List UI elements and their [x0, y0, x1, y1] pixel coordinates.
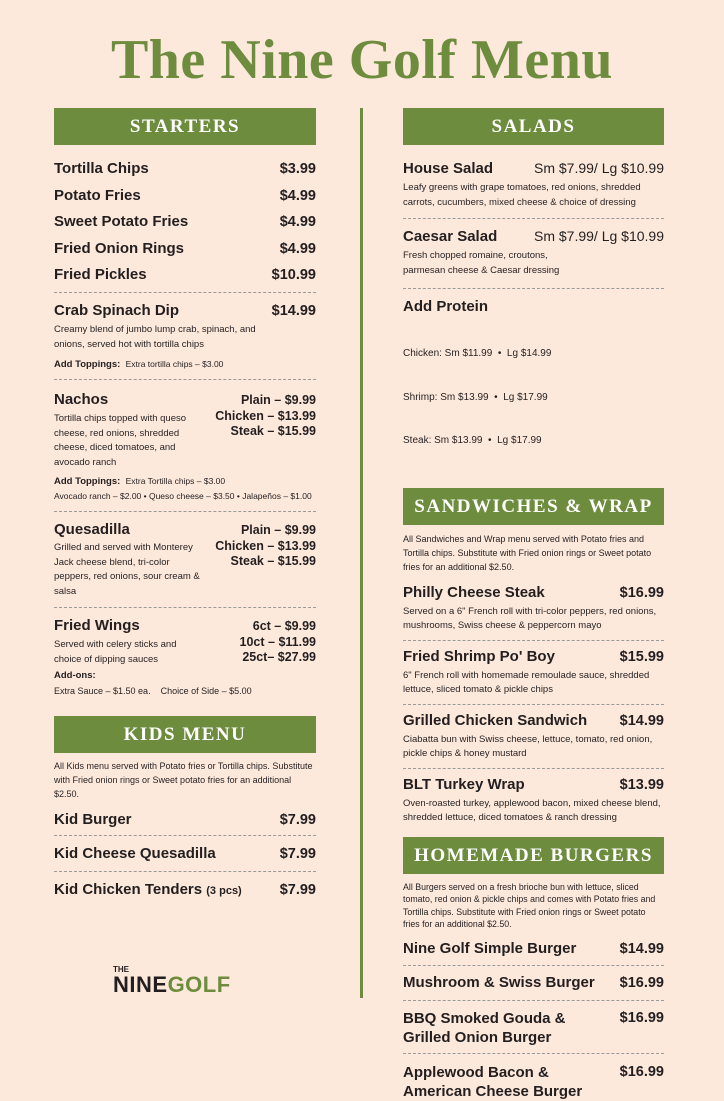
kids-menu-heading: KIDS MENU — [54, 716, 316, 753]
sandwiches-heading: SANDWICHES & WRAP — [403, 488, 664, 525]
divider-line — [403, 640, 664, 641]
list-item: Kid Cheese Quesadilla $7.99 — [54, 845, 316, 862]
add-protein: Add Protein Chicken: Sm $11.99 • Lg $14.99 Shrimp: Sm $13.99 • Lg $17.99 Steak: Sm $13.99 • Lg $17.99 — [403, 298, 552, 446]
divider-line — [403, 768, 664, 769]
list-item: Nine Golf Simple Burger $14.99 — [403, 939, 664, 957]
divider-line — [403, 288, 664, 289]
divider-line — [54, 379, 316, 380]
right-column: SALADS House Salad Sm $7.99/ Lg $10.99 Leafy greens with grape tomatoes, red onions, shredded carrots, cucumbers, mixed cheese & choice of dressing Caesar Salad Sm $7.99/ Lg $10.99 Fresh chopped romaine, croutons, parmesan cheese & Caesar dressing Add Protein Chicken: Sm $11.99 • Lg $14.99 Shrimp: Sm $13.99 • Lg $17.99 Steak: Sm $13.99 • Lg $17.99 SANDWICHES & WRAP All Sandwiches and Wrap menu served with Potato fries and Tortilla chips. Substitute with Fried onion rings or Sweet potato fries for an additional $2.50. Philly Cheese Steak $16.99 Served on a 6" French roll with tri-color peppers, red onions, mushrooms, Swiss cheese & peppercorn mayo Fried Shrimp Po' Boy $15.99 6" French roll with homemade remoulade sauce, shredded lettuce, sliced tomato & pickle chips Grilled Chicken Sandwich $14.99 Ciabatta bun with Swiss cheese, lettuce, tomato, red onion, pickle chips & honey mustard BLT Turkey Wrap $13.99 Oven-roasted turkey, applewood bacon, mixed cheese blend, shredded lettuce, diced tomatoes & ranch dressing HOMEMADE BURGERS All Burgers served on a fresh brioche bun with lettuce, sliced tomato, red onion & pickle chips and comes with Potato fries and Tortilla chips. Substitute with Fried onion rings or Sweet potato fries for an additional $2.50. Nine Golf Simple Burger $14.99 Mushroom & Swiss Burger $16.99 BBQ Smoked Gouda & Grilled Onion Burger $16.99 Applewood Bacon & American Cheese Burger $16.99 — [403, 108, 664, 1101]
starters-simple-list — [54, 160, 316, 288]
list-item: Kid Burger $7.99 — [54, 811, 316, 828]
philly-cheese-steak: Philly Cheese Steak $16.99 Served on a 6" French roll with tri-color peppers, red onions, mushrooms, Swiss cheese & peppercorn mayo — [403, 583, 664, 631]
salads-heading: SALADS — [403, 108, 664, 145]
list-item: Potato Fries $4.99 — [54, 186, 316, 204]
column-divider — [360, 108, 363, 998]
burgers-heading: HOMEMADE BURGERS — [403, 837, 664, 874]
list-item: Fried Pickles $10.99 — [54, 266, 316, 283]
menu-title: The Nine Golf Menu — [110, 29, 614, 91]
fried-shrimp-po-boy: Fried Shrimp Po' Boy $15.99 6" French roll with homemade remoulade sauce, shredded lettuce, sliced tomato & pickle chips — [403, 647, 664, 695]
list-item: Sweet Potato Fries $4.99 — [54, 213, 316, 230]
nine-golf-logo: THE NINEGOLF — [113, 965, 231, 997]
burgers-list — [403, 940, 664, 1101]
divider-line — [403, 218, 664, 219]
list-item: Applewood Bacon & American Cheese Burger $16.99 — [403, 1063, 664, 1100]
list-item: Fried Onion Rings $4.99 — [54, 239, 316, 257]
quesadilla: Quesadilla Grilled and served with Monterey Jack cheese blend, tri-color peppers, red onions, sour cream & salsa Plain – $9.99 Chicken – $13.99 Steak – $15.99 — [54, 521, 316, 597]
grilled-chicken-sandwich: Grilled Chicken Sandwich $14.99 Ciabatta bun with Swiss cheese, lettuce, tomato, red onion, pickle chips & honey mustard — [403, 711, 664, 759]
nachos: Nachos Tortilla chips topped with queso cheese, red onions, shredded cheese, diced tomatoes, and avocado ranch Plain – $9.99 Chicken – $13.99 Steak – $15.99 Add Toppings: Extra Tortilla chips – $3.00 Avocado ranch – $2.00 • Queso cheese – $3.50 • Jalapeños – $1.00 — [54, 391, 316, 501]
list-item: Mushroom & Swiss Burger $16.99 — [403, 974, 664, 991]
house-salad: House Salad Sm $7.99/ Lg $10.99 Leafy greens with grape tomatoes, red onions, shredded carrots, cucumbers, mixed cheese & choice of dressing — [403, 160, 664, 208]
list-item: Kid Chicken Tenders (3 pcs) $7.99 — [54, 881, 316, 898]
starters-heading: STARTERS — [54, 108, 316, 145]
divider-line — [54, 292, 316, 293]
crab-spinach-dip: Crab Spinach Dip $14.99 Creamy blend of jumbo lump crab, spinach, and onions, served hot with tortilla chips Add Toppings: Extra tortilla chips – $3.00 — [54, 302, 316, 370]
left-column: STARTERS Tortilla Chips $3.99 Potato Fries $4.99 Sweet Potato Fries $4.99 Fried Onion Rings $4.99 Fried Pickles $10.99 Crab Spinach Dip $14.99 Creamy blend of jumbo lump crab, spinach, and onions, served hot with tortilla chips Add Toppings: Extra tortilla chips – $3.00 Nachos Tortilla chips topped with queso cheese, red onions, shredded cheese, diced tomatoes, and avocado ranch Plain – $9.99 Chicken – $13.99 Steak – $15.99 Add Toppings: Extra Tortilla chips – $3.00 Avocado ranch – $2.00 • Queso cheese – $3.50 • Jalapeños – $1.00 Quesadilla Grilled and served with Monterey Jack cheese blend, tri-color peppers, red onions, sour cream & salsa Plain – $9.99 Chicken – $13.99 Steak – $15.99 Fried Wings Served with celery sticks and choice of dipping sauces 6ct – $9.99 10ct – $11.99 25ct– $27.99 Add-ons: Extra Sauce – $1.50 ea. Choice of Side – $5.00 KIDS MENU All Kids menu served with Potato fries or Tortilla chips. Substitute with Fried onion rings or Sweet potato fries for an additional $2.50. Kid Burger $7.99 Kid Cheese Quesadilla $7.99 Kid Chicken Tenders (3 pcs) $7.99 — [54, 108, 316, 907]
caesar-salad: Caesar Salad Sm $7.99/ Lg $10.99 Fresh chopped romaine, croutons, parmesan cheese & Caesar dressing — [403, 228, 664, 276]
blt-turkey-wrap: BLT Turkey Wrap $13.99 Oven-roasted turkey, applewood bacon, mixed cheese blend, shredded lettuce, diced tomatoes & ranch dressing — [403, 775, 664, 823]
divider-line — [403, 704, 664, 705]
divider-line — [54, 511, 316, 512]
list-item: Tortilla Chips $3.99 — [54, 160, 316, 177]
list-item: BBQ Smoked Gouda & Grilled Onion Burger $16.99 — [403, 1009, 664, 1046]
kids-list — [54, 811, 316, 907]
fried-wings: Fried Wings Served with celery sticks and choice of dipping sauces 6ct – $9.99 10ct – $11.99 25ct– $27.99 Add-ons: Extra Sauce – $1.50 ea. Choice of Side – $5.00 — [54, 617, 316, 696]
divider-line — [54, 607, 316, 608]
